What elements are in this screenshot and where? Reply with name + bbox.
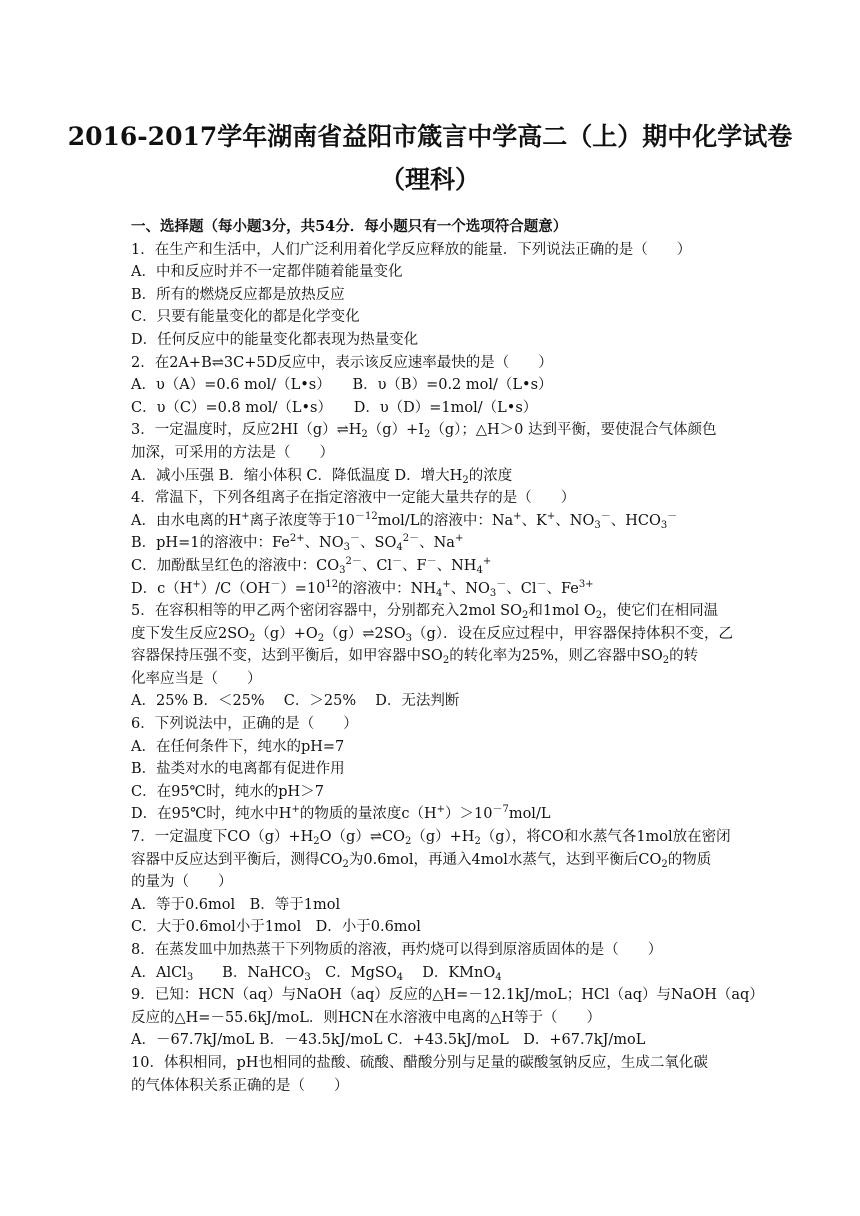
text-line: 容器保持压强不变，达到平衡后，如甲容器中$SO_2$的转化率为25%，则乙容器中$SO_2$的转 <box>131 648 699 667</box>
text-line: A．25% B．＜25% C．＞25% D．无法判断 <box>131 693 460 710</box>
text-line: 7．一定温度下$CO(g)+H_2O(g)\rightleftharpoons CO_2(g)+H_2(g)$，将CO和水蒸气各1mol放在密闭 <box>131 829 731 848</box>
text-line: C．υ（C）=0.8 mol/（L•s） D．υ（D）=1mol/（L•s） <box>131 399 538 416</box>
text-line: 2．在2A+B⇌3C+5D反应中，表示该反应速率最快的是（ ） <box>131 354 553 371</box>
text-line: 度下发生反应$2SO_2(g)+O_2(g)\rightleftharpoons 2SO_3(g)$．设在反应过程中，甲容器保持体积不变，乙 <box>131 625 734 644</box>
text-line: A．AlCl$_3$ B．NaHCO$_3$ C．MgSO$_4$ D．KMnO$_4$ <box>131 964 502 983</box>
text-line: 1．在生产和生活中，人们广泛利用着化学反应释放的能量．下列说法正确的是（ ） <box>131 241 692 258</box>
text-line: 5．在容积相等的甲乙两个密闭容器中，分别都充入2mol $SO_2$和1mol $O_2$，使它们在相同温 <box>131 603 719 622</box>
text-line: 的气体体积关系正确的是（ ） <box>131 1077 349 1094</box>
text-line: C．加酚酞呈红色的溶液中：$CO_3^{2-}$、Cl－、F－、$NH_4^+$ <box>131 555 492 576</box>
text-line: 8．在蒸发皿中加热蒸干下列物质的溶液，再灼烧可以得到原溶质固体的是（ ） <box>131 942 663 958</box>
text-line: D．$c(H^+)/C(OH^-)=10^{12}$的溶液中：$NH_4^+$、$NO_3^-$、Cl－、$Fe^{3+}$ <box>131 578 594 599</box>
text-line: B．所有的燃烧反应都是放热反应 <box>131 286 345 303</box>
text-line: 4．常温下，下列各组离子在指定溶液中一定能大量共存的是（ ） <box>131 490 576 507</box>
text-line: B．pH=1的溶液中：$Fe^{2+}$、$NO_3^-$、$SO_4^{2-}$、Na+ <box>131 533 464 554</box>
document-body <box>131 216 764 1097</box>
text-line: A．中和反应时并不一定都伴随着能量变化 <box>131 264 403 281</box>
text-line: 反应的△H=－55.6kJ/moL．则HCN在水溶液中电离的△H等于（ ） <box>131 1009 602 1026</box>
text-line: A．υ（A）=0.6 mol/（L•s） B．υ（B）=0.2 mol/（L•s） <box>131 377 553 394</box>
text-line: 容器中反应达到平衡后，测得$CO_2$为0.6mol，再通入4mol水蒸气，达到平衡后$CO_2$的物质 <box>131 851 712 870</box>
text-line: C．在95℃时，纯水的pH＞7 <box>131 783 324 800</box>
text-line: A．－67.7kJ/moL B．－43.5kJ/moL C．+43.5kJ/moL D．+67.7kJ/moL <box>131 1032 646 1049</box>
text-line: A．由水电离的H+离子浓度等于$10^{-12}mol/L$的溶液中：Na+、K+、$NO_3^-$、$HCO_3^-$ <box>131 510 678 531</box>
text-line: D．在95℃时，纯水中H+的物质的量浓度$c(H^+)>10^{-7}mol/L$ <box>131 804 551 823</box>
text-line: D．任何反应中的能量变化都表现为热量变化 <box>131 331 419 348</box>
document-title-line-1: 2016-2017学年湖南省益阳市箴言中学高二（上）期中化学试卷 <box>67 122 793 151</box>
text-line: 加深，可采用的方法是（ ） <box>131 444 334 461</box>
text-line: 6．下列说法中，正确的是（ ） <box>131 716 358 733</box>
text-line: C．大于0.6mol小于1mol D．小于0.6mol <box>131 919 421 936</box>
text-line: A．等于0.6mol B．等于1mol <box>131 896 341 913</box>
text-line: B．盐类对水的电离都有促进作用 <box>131 761 345 778</box>
section-heading: 一、选择题（每小题3分，共54分．每小题只有一个选项符合题意） <box>131 218 568 235</box>
document-title-line-2: （理科） <box>379 165 480 194</box>
text-line: A．减小压强 B．缩小体积 C．降低温度 D．增大$H_2$的浓度 <box>131 467 513 486</box>
question-lines <box>131 239 764 1098</box>
text-line: 3．一定温度时，反应$2HI(g)\rightleftharpoons H_2(g)+I_2(g)$；△H＞0 达到平衡，要使混合气体颜色 <box>131 422 717 441</box>
text-line: 的量为（ ） <box>131 874 233 891</box>
text-line: 10．体积相同，pH也相同的盐酸、硫酸、醋酸分别与足量的碳酸氢钠反应，生成二氧化碳 <box>131 1054 708 1071</box>
text-line: 9．已知：HCN（aq）与NaOH（aq）反应的△H=－12.1kJ/moL；HCl（aq）与NaOH（aq） <box>131 987 764 1004</box>
text-line: C．只要有能量变化的都是化学变化 <box>131 309 360 326</box>
text-line: A．在任何条件下，纯水的pH=7 <box>131 738 345 755</box>
text-line: 化率应当是（ ） <box>131 670 262 687</box>
